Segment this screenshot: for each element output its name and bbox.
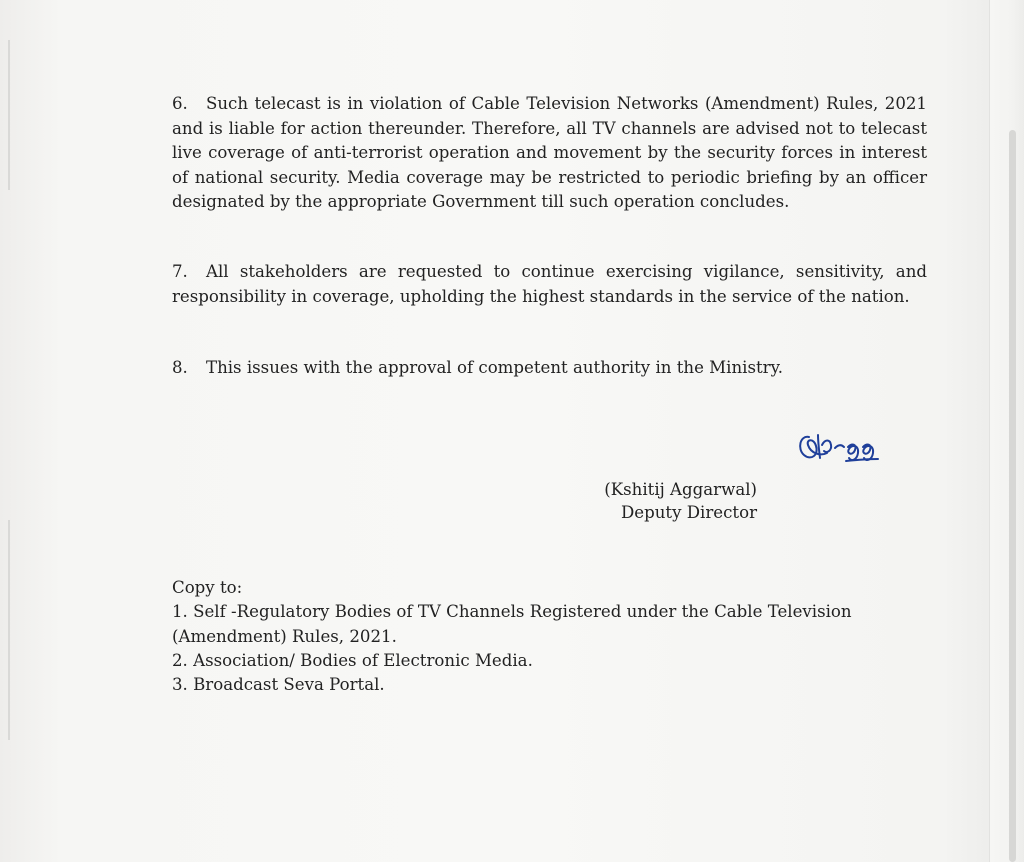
paragraph-number: 6. [172, 94, 188, 113]
paragraph-number: 7. [172, 262, 188, 281]
paragraph-text: Such telecast is in violation of Cable Television Networks (Amendment) Rules, 2021 and is liable for action thereunder. Therefore, all TV channels are advised not to telecast live coverage of anti-terrorist operation and movement by the security forces in interest of national security. Media coverage may be restricted to periodic briefing by an officer designated by the appropriate Government till such operation concludes. [172, 94, 927, 211]
signature-image [796, 425, 886, 473]
paragraph-text: All stakeholders are requested to continue exercising vigilance, sensitivity, and responsibility in coverage, upholding the highest standards in the service of the nation. [172, 262, 927, 306]
copy-to-item: 2. Association/ Bodies of Electronic Media. [172, 650, 533, 670]
signatory-name: (Kshitij Aggarwal) [604, 480, 757, 499]
paragraph-6 [172, 92, 927, 215]
scrollbar-thumb[interactable] [1009, 130, 1016, 862]
signatory-designation: Deputy Director [621, 503, 757, 522]
paragraph-8 [172, 356, 927, 381]
left-margin-mark [8, 520, 10, 740]
paragraph-7 [172, 260, 927, 309]
copy-to-item: 1. Self -Regulatory Bodies of TV Channels Registered under the Cable Television [172, 602, 852, 622]
copy-to-item: (Amendment) Rules, 2021. [172, 626, 397, 646]
copy-to-item: 3. Broadcast Seva Portal. [172, 675, 385, 695]
copy-to-heading: Copy to: [172, 578, 243, 597]
paragraph-text: This issues with the approval of competent authority in the Ministry. [206, 358, 784, 377]
paragraph-number: 8. [172, 358, 188, 377]
left-margin-mark [8, 40, 10, 190]
copy-to-block [172, 576, 932, 697]
